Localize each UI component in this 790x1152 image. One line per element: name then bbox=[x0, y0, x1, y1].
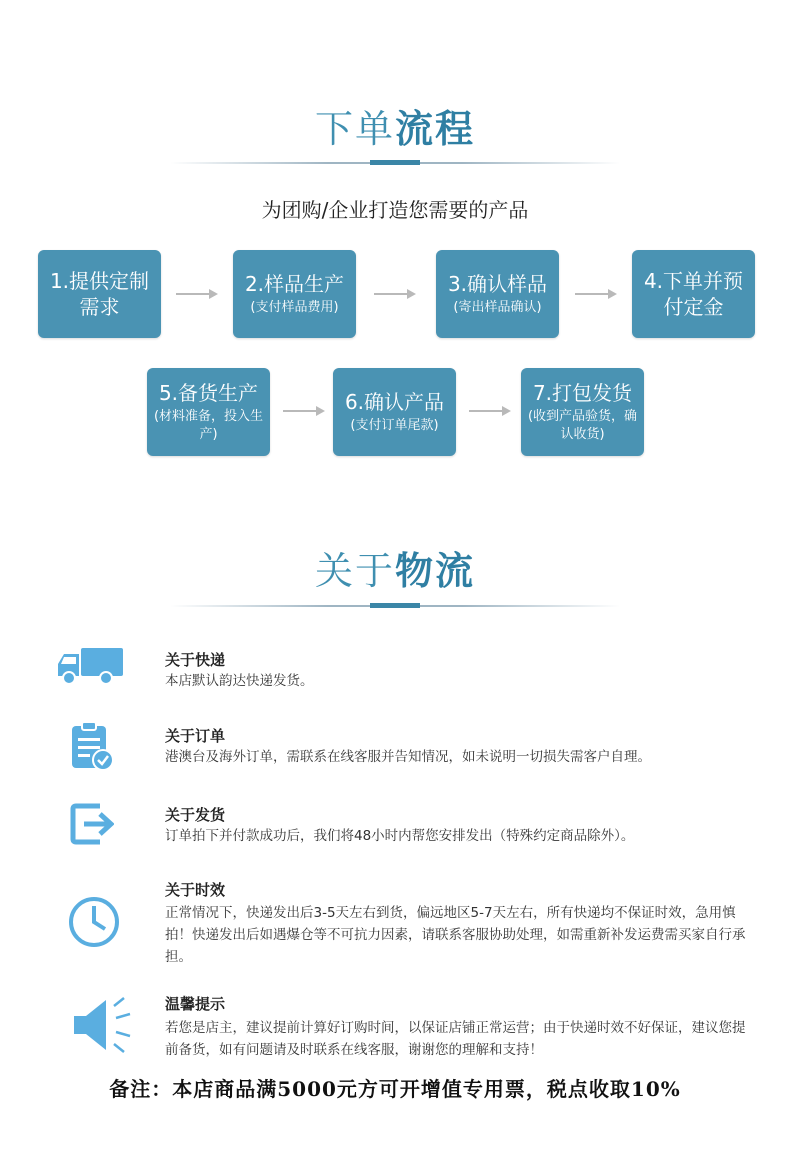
step-3-main: 3.确认样品 bbox=[447, 272, 548, 296]
step-2-sub: (支付样品费用) bbox=[250, 300, 339, 315]
step-3-sub: (寄出样品确认) bbox=[453, 300, 542, 315]
step-5-main: 5.备货生产 bbox=[158, 381, 259, 405]
step-2-main: 2.样品生产 bbox=[244, 272, 345, 296]
info-text-order: 港澳台及海外订单，需联系在线客服并告知情况，如未说明一切损失需客户自理。 bbox=[165, 749, 651, 765]
arrow-1-2 bbox=[176, 289, 218, 299]
order-title-light: 下单 bbox=[314, 107, 395, 151]
logistics-divider-accent bbox=[370, 603, 420, 608]
invoice-note: 备注：本店商品满5000元方可开增值专用票，税点收取10% bbox=[109, 1077, 681, 1101]
step-1-main: 1.提供定制需求 bbox=[49, 269, 150, 319]
info-title-express: 关于快递 bbox=[165, 651, 226, 669]
step-4 bbox=[632, 250, 755, 338]
order-subtitle: 为团购/企业打造您需要的产品 bbox=[261, 198, 529, 222]
step-5 bbox=[147, 368, 270, 456]
info-title-tips: 温馨提示 bbox=[165, 995, 226, 1013]
clipboard-check-icon bbox=[70, 720, 116, 772]
step-7-sub: (收到产品验货，确认收货) bbox=[527, 409, 638, 442]
exit-icon bbox=[70, 802, 114, 846]
step-2 bbox=[233, 250, 356, 338]
step-5-sub: (材料准备，投入生产) bbox=[153, 409, 264, 442]
step-7 bbox=[521, 368, 644, 456]
order-section-title bbox=[0, 106, 790, 152]
info-text-express: 本店默认韵达快递发货。 bbox=[165, 673, 314, 689]
logistics-title-bold: 物流 bbox=[395, 549, 476, 593]
arrow-3-4 bbox=[575, 289, 617, 299]
step-7-main: 7.打包发货 bbox=[532, 381, 633, 405]
logistics-section-title bbox=[0, 548, 790, 594]
step-3 bbox=[436, 250, 559, 338]
info-text-shipping: 订单拍下并付款成功后，我们将48小时内帮您安排发出（特殊约定商品除外）。 bbox=[165, 828, 635, 844]
step-1 bbox=[38, 250, 161, 338]
step-6-sub: (支付订单尾款) bbox=[350, 418, 439, 433]
info-text-tips: 若您是店主，建议提前计算好订购时间，以保证店铺正常运营；由于快递时效不好保证，建议您提前备货，如有问题请及时联系在线客服，谢谢您的理解和支持！ bbox=[165, 1020, 746, 1058]
megaphone-icon bbox=[70, 994, 136, 1056]
clock-icon bbox=[67, 895, 121, 949]
info-title-shipping: 关于发货 bbox=[165, 806, 226, 824]
arrow-5-6 bbox=[283, 406, 325, 416]
order-divider-accent bbox=[370, 160, 420, 165]
step-6-main: 6.确认产品 bbox=[344, 390, 445, 414]
info-text-timeliness: 正常情况下，快递发出后3-5天左右到货，偏远地区5-7天左右，所有快递均不保证时效，急用慎拍！快递发出后如遇爆仓等不可抗力因素，请联系客服协助处理，如需重新补发运费需买家自行承担。 bbox=[165, 905, 746, 965]
arrow-2-3 bbox=[374, 289, 416, 299]
logistics-title-light: 关于 bbox=[314, 549, 395, 593]
order-title-bold: 流程 bbox=[395, 107, 476, 151]
arrow-6-7 bbox=[469, 406, 511, 416]
info-title-order: 关于订单 bbox=[165, 727, 226, 745]
step-6 bbox=[333, 368, 456, 456]
info-title-timeliness: 关于时效 bbox=[165, 881, 226, 899]
truck-icon bbox=[56, 648, 126, 686]
step-4-main: 4.下单并预付定金 bbox=[643, 269, 744, 319]
